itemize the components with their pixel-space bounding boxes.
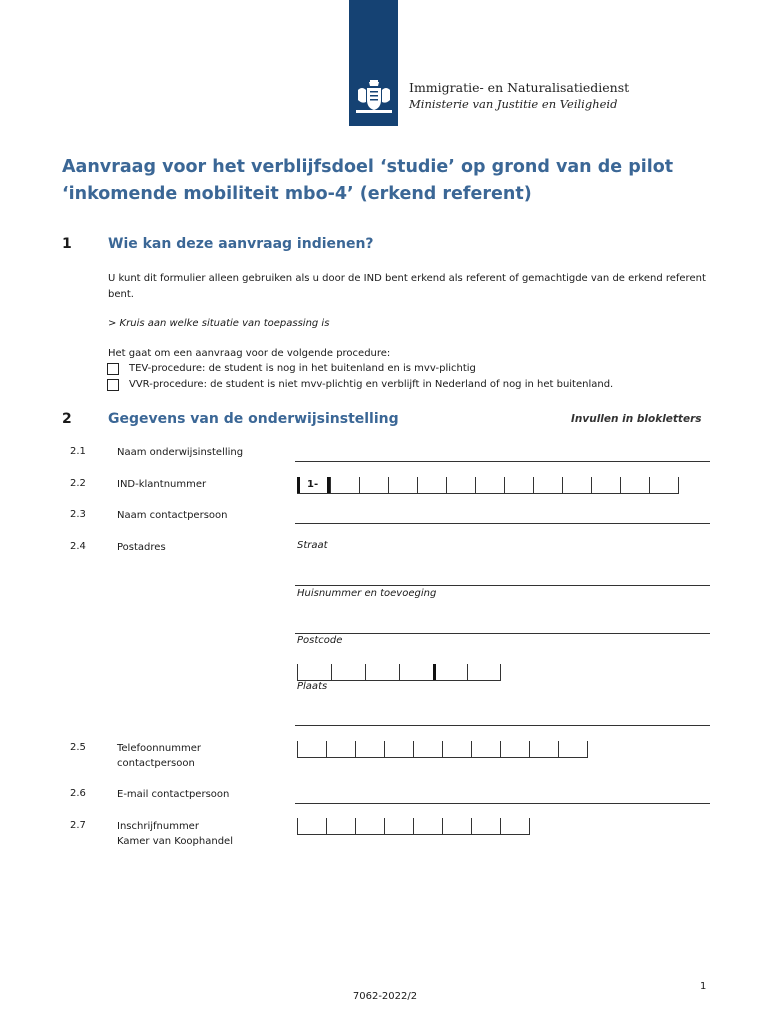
contact-name-input[interactable] xyxy=(295,523,710,524)
section-1-number: 1 xyxy=(62,236,72,252)
org-name: Immigratie- en Naturalisatiedienst xyxy=(409,80,630,95)
section-2-heading: Gegevens van de onderwijsinstelling xyxy=(108,411,399,427)
house-number-input[interactable] xyxy=(295,633,710,634)
postcode-input[interactable] xyxy=(297,664,501,681)
field-2-5-number: 2.5 xyxy=(70,742,86,753)
section-1-lead: Het gaat om een aanvraag voor de volgende procedure: xyxy=(108,348,391,359)
postcode-label: Postcode xyxy=(297,635,343,646)
form-code: 7062-2022/2 xyxy=(352,991,418,1002)
section-1-instruction: > Kruis aan welke situatie van toepassing is xyxy=(108,318,330,329)
field-2-1-number: 2.1 xyxy=(70,446,86,457)
client-number-prefix: 1- xyxy=(297,477,330,493)
section-2-number: 2 xyxy=(62,411,72,427)
tev-procedure-checkbox[interactable] xyxy=(107,363,119,375)
field-2-6-number: 2.6 xyxy=(70,788,86,799)
house-number-label: Huisnummer en toevoeging xyxy=(297,588,437,599)
field-2-4-label: Postadres xyxy=(117,542,166,553)
ind-client-number-input[interactable] xyxy=(297,477,679,494)
field-2-5-label-line2: contactpersoon xyxy=(117,758,195,769)
city-label: Plaats xyxy=(297,681,328,692)
section-1-heading: Wie kan deze aanvraag indienen? xyxy=(108,236,374,252)
field-2-7-number: 2.7 xyxy=(70,820,86,831)
street-label: Straat xyxy=(297,540,328,551)
section-1-intro: U kunt dit formulier alleen gebruiken als u door de IND bent erkend als referent of gemachtigde van de erkend referent bent. xyxy=(108,273,706,300)
institution-name-input[interactable] xyxy=(295,461,710,462)
coat-of-arms-icon xyxy=(352,78,396,116)
field-2-3-label: Naam contactpersoon xyxy=(117,510,228,521)
vvr-procedure-label: VVR-procedure: de student is niet mvv-plichtig en verblijft in Nederland of nog in het buitenland. xyxy=(129,379,614,390)
page-number: 1 xyxy=(700,981,707,992)
field-2-5-label-line1: Telefoonnummer xyxy=(117,743,202,754)
tev-procedure-label: TEV-procedure: de student is nog in het buitenland en is mvv-plichtig xyxy=(129,363,476,374)
field-2-3-number: 2.3 xyxy=(70,509,86,520)
field-2-6-label: E-mail contactpersoon xyxy=(117,789,230,800)
ministry-name: Ministerie van Justitie en Veiligheid xyxy=(409,97,618,111)
vvr-procedure-checkbox[interactable] xyxy=(107,379,119,391)
field-2-7-label-line2: Kamer van Koophandel xyxy=(117,836,233,847)
city-input[interactable] xyxy=(295,725,710,726)
field-2-1-label: Naam onderwijsinstelling xyxy=(117,447,244,458)
field-2-4-number: 2.4 xyxy=(70,541,86,552)
block-letters-hint: Invullen in blokletters xyxy=(571,413,702,425)
field-2-2-number: 2.2 xyxy=(70,478,86,489)
phone-number-input[interactable] xyxy=(297,741,588,758)
street-input[interactable] xyxy=(295,585,710,586)
field-2-2-label: IND-klantnummer xyxy=(117,479,207,490)
kvk-number-input[interactable] xyxy=(297,818,530,835)
field-2-7-label-line1: Inschrijfnummer xyxy=(117,821,199,832)
email-input[interactable] xyxy=(295,803,710,804)
document-title: Aanvraag voor het verblijfsdoel ‘studie’ op grond van de pilot ‘inkomende mobiliteit mbo-4’ (erkend referent) xyxy=(62,157,674,204)
